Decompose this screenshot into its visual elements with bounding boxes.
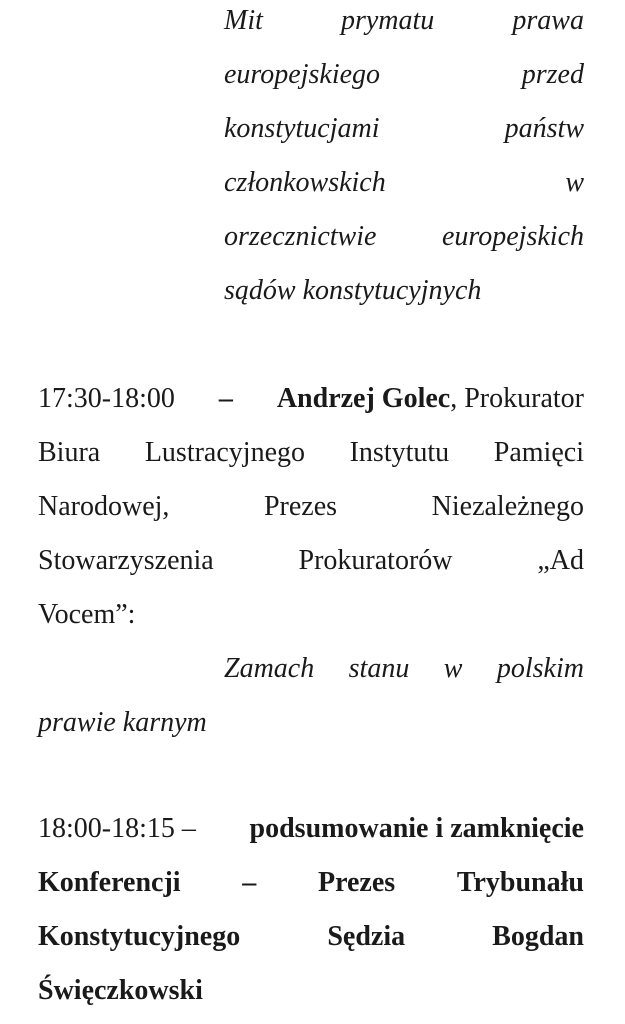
word: państw	[504, 113, 584, 144]
word: prawie karnym	[38, 707, 207, 738]
session-golec-affiliation-3	[38, 480, 584, 534]
session-golec-title-1	[224, 642, 584, 696]
word: Prezes	[263, 491, 338, 522]
speaker-block	[277, 372, 584, 426]
word: przed	[521, 59, 584, 90]
word: prawa	[512, 5, 584, 36]
word: w	[443, 653, 463, 684]
session-golec-affiliation-5	[38, 588, 584, 642]
word: Bogdan	[492, 921, 584, 952]
word: prymatu	[340, 5, 435, 36]
word: Vocem”:	[38, 599, 136, 630]
session-time: 18:00-18:15 –	[38, 813, 196, 844]
word: polskim	[496, 653, 584, 684]
word: Niezależnego	[431, 491, 584, 522]
word: Lustracyjnego	[144, 437, 305, 468]
talk-title-line-3	[224, 102, 584, 156]
talk-title-line-2	[224, 48, 584, 102]
word: Instytutu	[349, 437, 450, 468]
word: Mit	[224, 5, 263, 36]
session-golec-title-2	[38, 696, 584, 750]
word: Prokuratorów	[298, 545, 453, 576]
word: stanu	[348, 653, 410, 684]
word: Stowarzyszenia	[38, 545, 214, 576]
word: członkowskich	[224, 167, 386, 198]
session-closing-line-3	[38, 910, 584, 964]
speaker-name: Andrzej Golec	[276, 383, 451, 414]
word: Zamach	[224, 653, 315, 684]
session-golec-affiliation-2	[38, 426, 584, 480]
session-golec-header	[38, 372, 584, 426]
word: Pamięci	[493, 437, 584, 468]
session-closing-line-2	[38, 856, 584, 910]
session-dash: –	[218, 383, 233, 414]
talk-title-line-4	[224, 156, 584, 210]
session-golec-affiliation-4	[38, 534, 584, 588]
talk-title-line-5	[224, 210, 584, 264]
talk-title-line-1	[224, 0, 584, 48]
word: Narodowej,	[38, 491, 170, 522]
word: Konferencji	[38, 867, 181, 898]
word: sądów konstytucyjnych	[224, 275, 482, 306]
word: w	[565, 167, 584, 198]
word: Prezes	[317, 867, 396, 898]
word: europejskiego	[224, 59, 381, 90]
speaker-role: , Prokurator	[450, 383, 584, 414]
session-closing-header	[38, 802, 584, 856]
word: Sędzia	[327, 921, 406, 952]
closing-title: podsumowanie i zamknięcie	[249, 813, 584, 844]
word: konstytucjami	[224, 113, 380, 144]
word: orzecznictwie	[224, 221, 377, 252]
word: Konstytucyjnego	[38, 921, 241, 952]
word: Biura	[38, 437, 101, 468]
word: „Ad	[537, 545, 584, 576]
word: europejskich	[441, 221, 584, 252]
session-time: 17:30-18:00	[38, 383, 175, 414]
word: Trybunału	[456, 867, 584, 898]
word: Święczkowski	[38, 975, 203, 1006]
talk-title-line-6	[224, 264, 584, 318]
word: –	[242, 867, 257, 898]
session-closing-line-4	[38, 964, 584, 1018]
